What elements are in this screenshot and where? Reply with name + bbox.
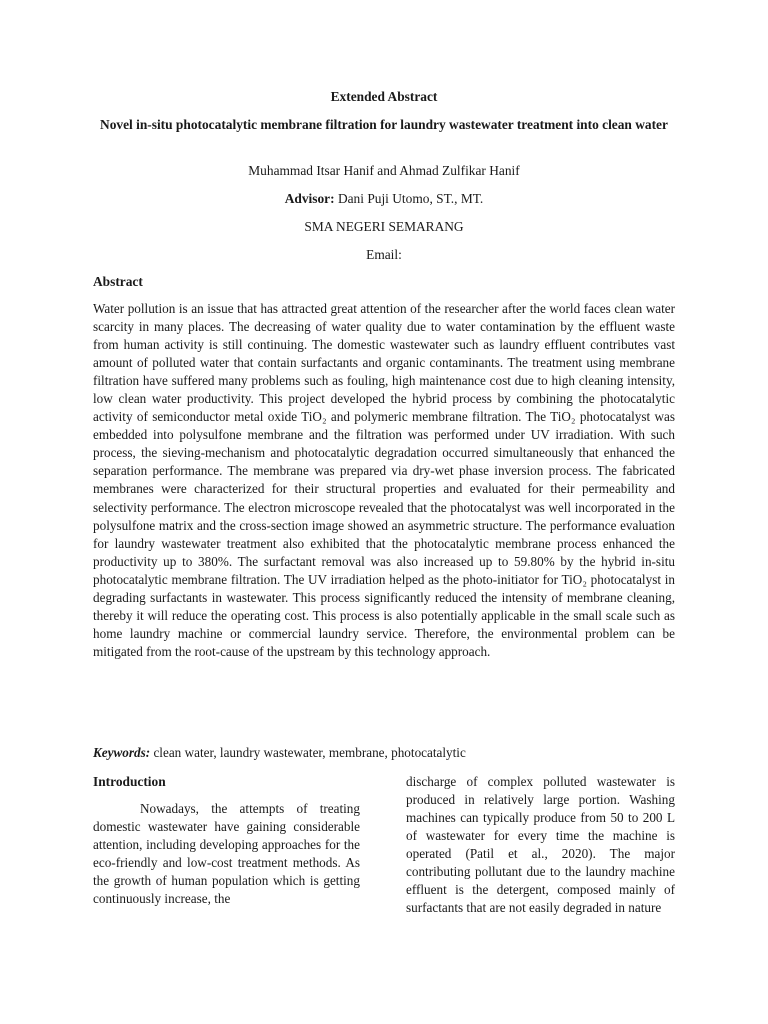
- email-label: Email:: [366, 247, 402, 262]
- advisor-line: [0, 190, 768, 208]
- school-name: SMA NEGERI SEMARANG: [304, 219, 464, 234]
- advisor-name: Dani Puji Utomo, ST., MT.: [337, 191, 484, 206]
- advisor-label: Advisor:: [284, 191, 335, 206]
- abstract-body: Water pollution is an issue that has attracted great attention of the researcher after the world faces clean water scarcity in many places. The decreasing of water quality due to water contamination by the effluent waste from human activity is still continuing. The domestic wastewater such as laundry effluent contributes vast amount of polluted water that contain surfactants and organic contaminants. The treatment using membrane filtration have suffered many problems such as fouling, high maintenance cost due to high cleaning intensity, low clean water productivity. This project developed the hybrid process by combining the photocatalytic activity of semiconductor metal oxide TiO₂ and polymeric membrane filtration. The TiO₂ photocatalyst was embedded into polysulfone membrane and the filtration was performed under UV irradiation. With such process, the sieving-mechanism and photocatalytic degradation occurred simultaneously that enhanced the separation performance. The membrane was prepared via dry-wet phase inversion process. The fabricated membranes were characterized for their structural properties and evaluated for their permeability and selectivity performance. The electron microscope revealed that the photocatalyst was well incorporated in the polysulfone matrix and the cross-section image showed an asymmetric structure. The performance evaluation for laundry wastewater treatment also exhibited that the photocatalytic membrane process enhanced the productivity up to 380%. The surfactant removal was also increased up to 59.80% by the hybrid in-situ photocatalytic membrane filtration. The UV irradiation helped as the photo-initiator for TiO₂ photocatalyst in degrading surfactants in wastewater. This process significantly reduced the intensity of membrane cleaning, thereby it will reduce the operating cost. This process is also potentially applicable in the small scale such as home laundry machine or commercial laundry service. Therefore, the environmental problem can be mitigated from the root-cause of the upstream by this technology approach.: [93, 301, 675, 659]
- introduction-right-column: discharge of complex polluted wastewater is produced in relatively large portion. Washing machines can typically produce from 50 to 200 L of wastewater for every time the machine is operated (Patil et al., 2020). The major contributing pollutant due to the laundry machine effluent is the detergent, composed mainly of surfactants that are not easily degraded in nature: [406, 774, 675, 916]
- authors-line: Muhammad Itsar Hanif and Ahmad Zulfikar Hanif: [248, 163, 520, 178]
- keywords-label: Keywords:: [93, 745, 151, 760]
- keywords-line: [93, 744, 675, 762]
- introduction-left-column: Nowadays, the attempts of treating domestic wastewater have gaining considerable attention, including developing approaches for the eco-friendly and low-cost treatment methods. As the growth of human population which is getting continuously increase, the: [93, 801, 360, 907]
- keywords-text: clean water, laundry wastewater, membrane, photocatalytic: [150, 745, 466, 760]
- abstract-heading: Abstract: [93, 274, 143, 289]
- paper-title: Novel in-situ photocatalytic membrane filtration for laundry wastewater treatment into clean water: [100, 117, 668, 132]
- introduction-heading: Introduction: [93, 774, 166, 789]
- document-type-label: Extended Abstract: [330, 89, 438, 104]
